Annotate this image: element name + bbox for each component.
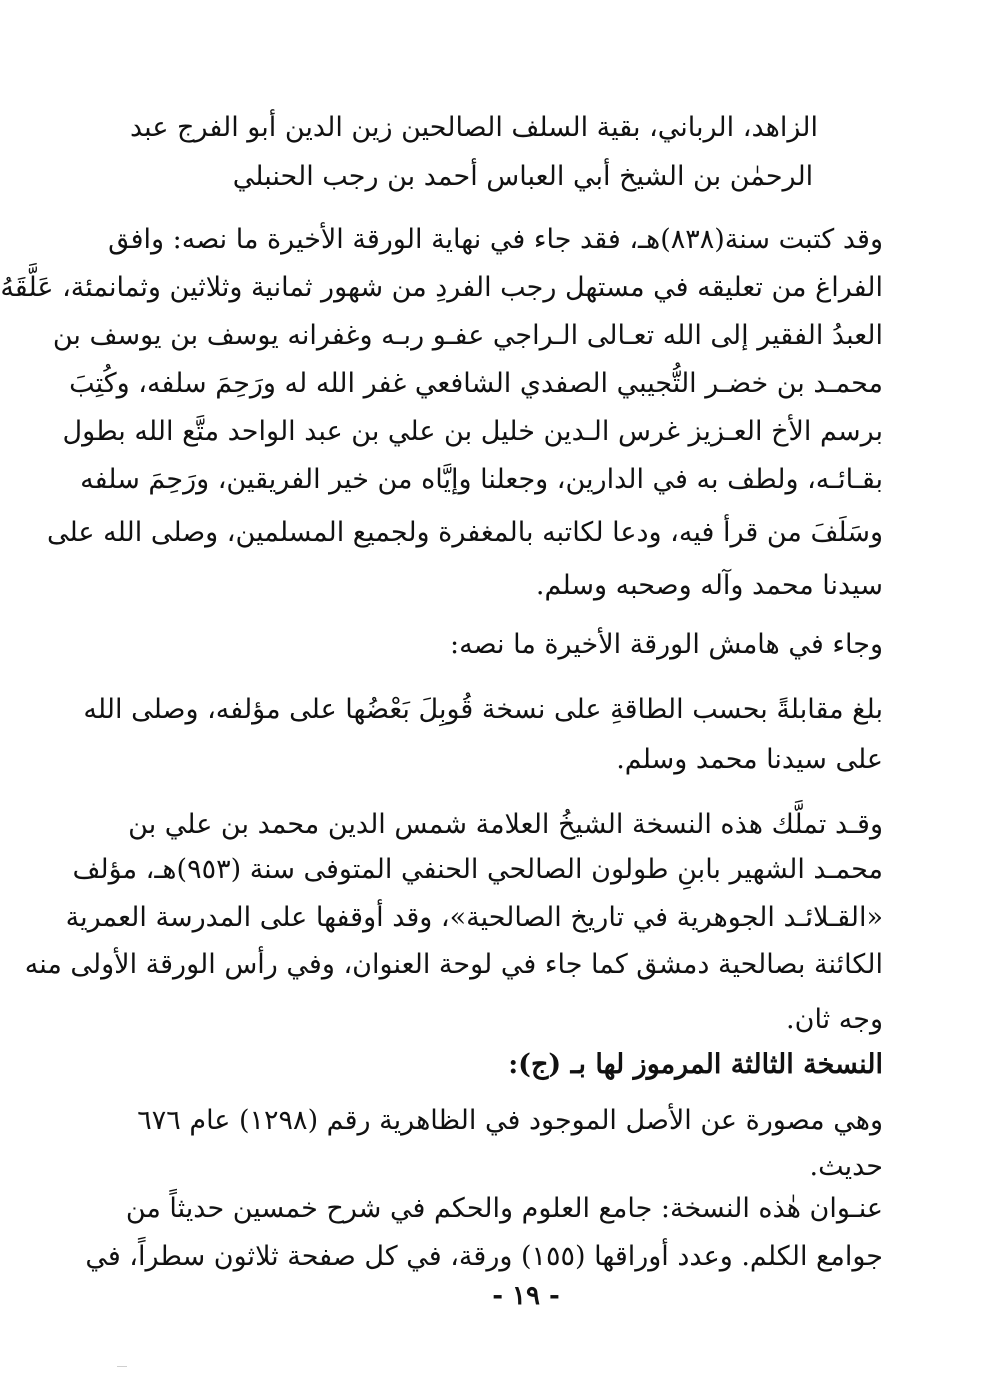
paragraph-4-line-3: «القـلائـد الجوهرية في تاريخ الصالحية»، وقد أوقفها على المدرسة العمرية — [65, 902, 883, 933]
section-heading: النسخة الثالثة المرموز لها بـ (ج): — [508, 1049, 883, 1080]
paragraph-1-line-3: العبدُ الفقير إلى الله تعـالى الـراجي عفـو ربـه وغفرانه يوسف بن يوسف بن — [52, 320, 883, 351]
paragraph-1-line-5: برسم الأخ العـزيز غرس الـدين خليل بن علي بن عبد الواحد متَّع الله بطول — [62, 416, 883, 447]
paragraph-5-line-1: وهي مصورة عن الأصل الموجود في الظاهرية رقم (١٢٩٨) عام ٦٧٦ — [137, 1105, 883, 1136]
paragraph-6-line-2: جوامع الكلم. وعدد أوراقها (١٥٥) ورقة، في كل صفحة ثلاثون سطراً، في — [85, 1241, 883, 1272]
paragraph-3-line-2: على سيدنا محمد وسلم. — [616, 744, 883, 775]
page-number: - ١٩ - — [492, 1281, 560, 1311]
paragraph-5-line-2: حديث. — [809, 1151, 883, 1182]
paragraph-6-line-1: عنـوان هٰذه النسخة: جامع العلوم والحكم في شرح خمسين حديثاً من — [125, 1193, 883, 1224]
paragraph-1-line-7: وسَلَفَ من قرأ فيه، ودعا لكاتبه بالمغفرة ولجميع المسلمين، وصلى الله على — [46, 517, 883, 548]
scan-mark — [117, 1366, 127, 1367]
paragraph-4-line-1: وقـد تملَّك هذه النسخة الشيخُ العلامة شمس الدين محمد بن علي بن — [128, 809, 883, 840]
paragraph-4-line-5: وجه ثان. — [786, 1004, 883, 1035]
paragraph-4-line-4: الكائنة بصالحية دمشق كما جاء في لوحة العنوان، وفي رأس الورقة الأولى منه — [24, 949, 883, 980]
paragraph-3-line-1: بلغ مقابلةً بحسب الطاقةِ على نسخة قُوبِلَ بَعْضُها على مؤلفه، وصلى الله — [83, 694, 883, 725]
heading-line-1: الزاهد، الرباني، بقية السلف الصالحين زين الدين أبو الفرج عبد — [130, 112, 818, 143]
paragraph-2-line-1: وجاء في هامش الورقة الأخيرة ما نصه: — [450, 629, 883, 660]
paragraph-1-line-2: الفراغ من تعليقه في مستهل رجب الفردِ من شهور ثمانية وثلاثين وثمانمئة، عَلَّقَهُ — [0, 272, 883, 303]
paragraph-1-line-8: سيدنا محمد وآله وصحبه وسلم. — [535, 570, 883, 601]
paragraph-1-line-4: محمـد بن خضـر التُّجيبي الصفدي الشافعي غفر الله له ورَحِمَ سلفه، وكُتِبَ — [69, 368, 883, 399]
paragraph-1-line-6: بقـائـه، ولطف به في الدارين، وجعلنا وإيَّاه من خير الفريقين، ورَحِمَ سلفه — [80, 464, 883, 495]
heading-line-2: الرحمٰن بن الشيخ أبي العباس أحمد بن رجب الحنبلي — [232, 161, 814, 192]
paragraph-1-line-1: وقد كتبت سنة(٨٣٨)هـ، فقد جاء في نهاية الورقة الأخيرة ما نصه: وافق — [108, 224, 883, 255]
paragraph-4-line-2: محمـد الشهير بابنِ طولون الصالحي الحنفي المتوفى سنة (٩٥٣)هـ، مؤلف — [72, 854, 883, 885]
